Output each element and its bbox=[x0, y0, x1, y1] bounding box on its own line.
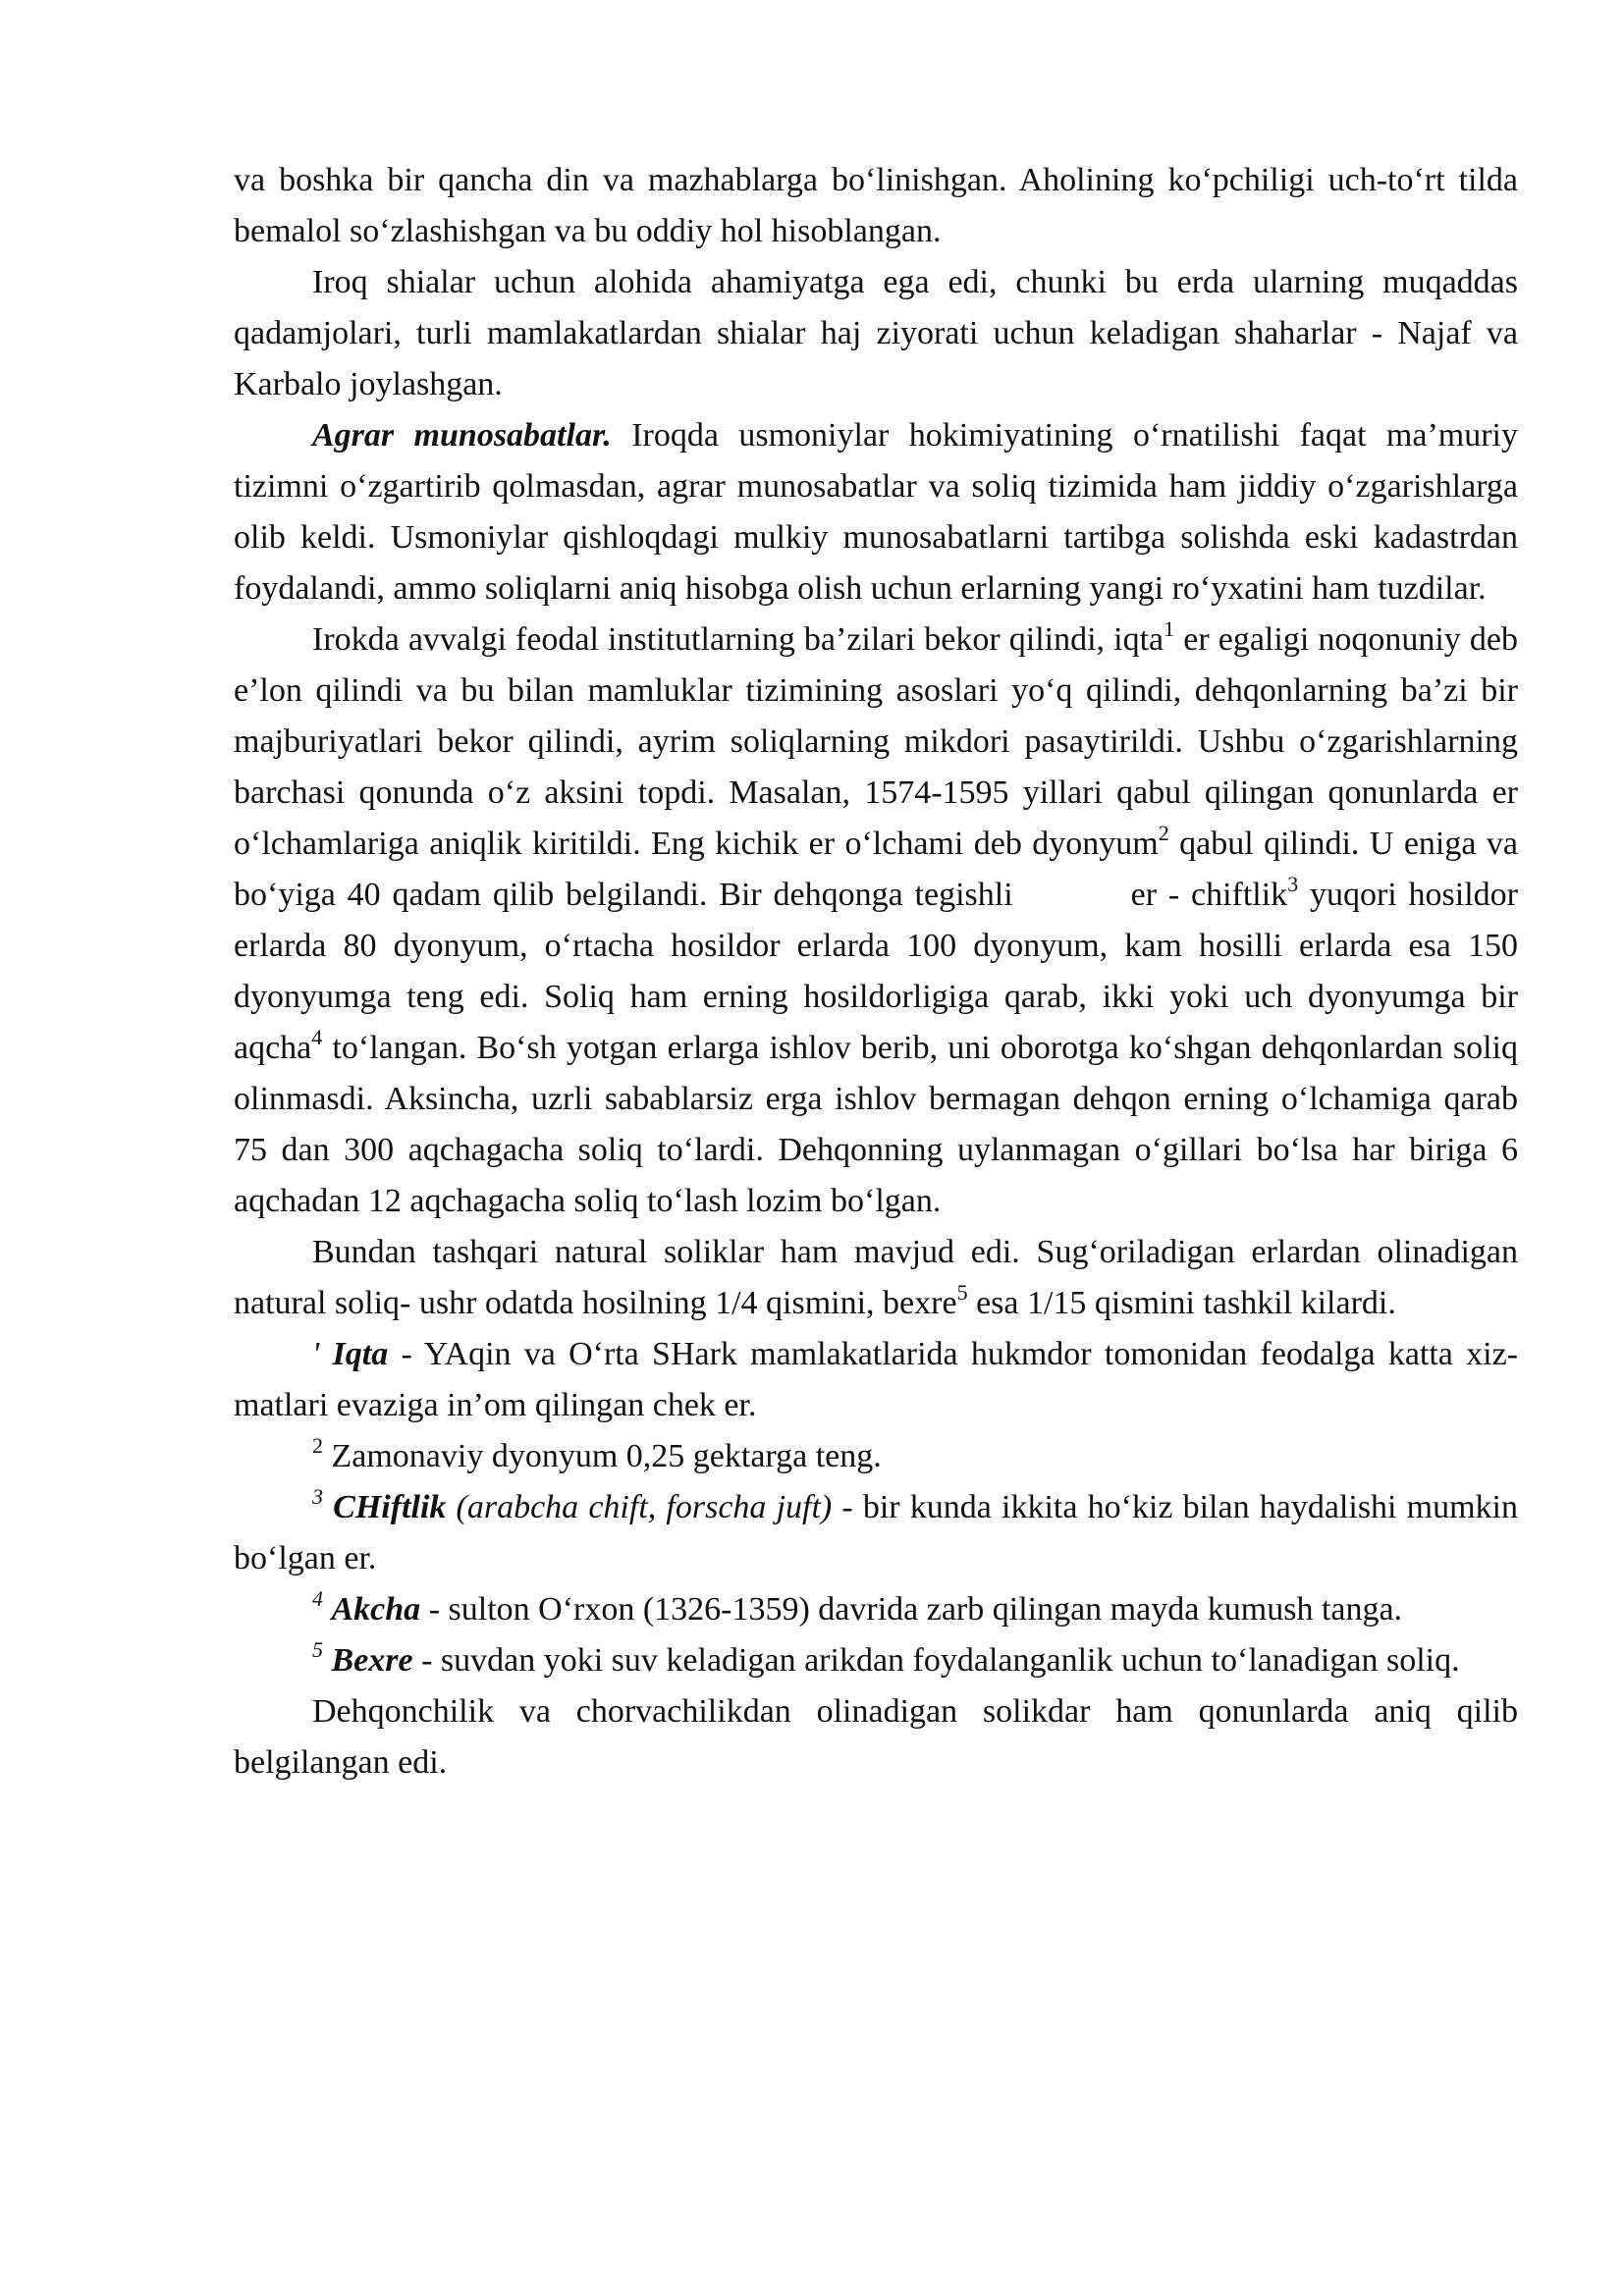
footnote-ref-3: 3 bbox=[1287, 872, 1299, 896]
paragraph-natural-taxes bbox=[234, 1227, 1518, 1329]
paragraph-livestock-taxes: Dehqonchilik va chorvachilikdan olinadigan solikdar ham qonunlarda aniq qilib belgilangan edi. bbox=[234, 1693, 1518, 1781]
paragraph-text: Irokda avvalgi feodal institutlarning ba’zilari bekor qilindi, iqta bbox=[312, 621, 1164, 658]
paragraph-shia-iraq: Iroq shialar uchun alohida ahamiyatga ega edi, chunki bu erda ularning muqaddas qadamjolari, turli mamlakatlardan shialar haj ziyorati uchun keladigan shaharlar - Najaf va Karbalo joylashgan. bbox=[234, 264, 1518, 402]
footnote-text: - sulton O‘rxon (1326-1359) davrida zarb qilingan mayda kumush tanga. bbox=[420, 1591, 1403, 1628]
footnote-5 bbox=[234, 1635, 1518, 1686]
paragraph-text: Bundan tashqari natural soliklar ham mavjud edi. Sug‘oriladigan erlardan olinadigan natural soliq- ushr odatda hosilning 1/4 qismini, bexre bbox=[234, 1234, 1518, 1321]
footnote-ref-2: 2 bbox=[1158, 821, 1169, 845]
paragraph-text: to‘langan. Bo‘sh yotgan erlarga ishlov berib, uni oborotga ko‘shgan dehqonlardan soliq olinmasdi. Aksincha, uzrli sabablarsiz erga ishlov bermagan dehqon erning o‘lchamiga qarab 75 dan 300 aqchagacha soliq to‘lardi. Dehqonning uylanmagan o‘gillari bo‘lsa har biriga 6 aqchadan 12 aqchagacha soliq to‘lash lozim bo‘lgan. bbox=[234, 1030, 1518, 1219]
footnote-ref-4: 4 bbox=[311, 1025, 323, 1049]
footnote-3 bbox=[234, 1482, 1518, 1584]
footnote-text: - YAqin va O‘rta SHark mamlakatlarida hukmdor tomonidan feodalga katta xiz-matlari evaziga in’om qilingan chek er. bbox=[234, 1336, 1518, 1423]
footnote-1 bbox=[234, 1329, 1518, 1431]
footnote-ref-5: 5 bbox=[956, 1280, 968, 1305]
footnote-term: CHiftlik bbox=[333, 1489, 447, 1525]
footnote-mark: ' bbox=[312, 1336, 333, 1372]
footnote-term: Iqta bbox=[332, 1336, 389, 1372]
footnote-text: - suvdan yoki suv keladigan arikdan foydalanganlik uchun to‘lanadigan soliq. bbox=[412, 1642, 1460, 1679]
paragraph-text: esa 1/15 qismini tashkil kilardi. bbox=[967, 1285, 1396, 1321]
footnote-text: Zamonaviy dyonyum 0,25 gektarga teng. bbox=[323, 1438, 882, 1474]
footnote-mark: 2 bbox=[312, 1433, 323, 1458]
footnote-ref-1: 1 bbox=[1164, 616, 1175, 641]
document-page bbox=[234, 155, 1518, 1789]
paragraph-land-reform bbox=[234, 614, 1518, 1227]
paragraph-agrarian-relations bbox=[234, 410, 1518, 614]
paragraph-text: qabul qilindi. U eniga va bo‘yiga 40 qadam qilib belgilandi. Bir dehqonga tegishli bbox=[234, 826, 1518, 913]
footnote-term: Akcha bbox=[331, 1591, 421, 1628]
footnote-4 bbox=[234, 1584, 1518, 1635]
paragraph-text: er - chiftlik bbox=[1130, 877, 1288, 913]
paragraph-text: er egaligi noqonuniy deb e’lon qilindi va bu bilan mamluklar tizimining asoslari yo‘q qilindi, dehqonlarning ba’zi bir majburiyatlari bekor qilindi, ayrim soliqlarning mikdori pasaytirildi. Ushbu o‘zgarishlarning barchasi qonunda o‘z aksini topdi. Masalan, 1574-1595 yillari qabul qilingan qonunlarda er o‘lchamlariga aniqlik kiritildi. Eng kichik er o‘lchami deb dyonyum bbox=[234, 621, 1518, 862]
footnote-2 bbox=[234, 1431, 1518, 1482]
footnote-mark: 4 bbox=[312, 1586, 323, 1611]
section-heading: Agrar munosabatlar. bbox=[312, 417, 612, 454]
paragraph-text: Iroqda usmoniylar hokimiyatining o‘rnatilishi faqat ma’muriy tizimni o‘zgartirib qolmasdan, agrar munosabatlar va soliq tizimida ham jiddiy o‘zgarishlarga olib keldi. Usmoniylar qishloqdagi mulkiy munosabatlarni tartibga solishda eski kadastrdan foydalandi, ammo soliqlarni aniq hisobga olish uchun erlarning yangi ro‘yxatini ham tuzdilar. bbox=[234, 417, 1519, 607]
footnote-mark: 3 bbox=[312, 1484, 323, 1509]
footnote-etymology: (arabcha chift, forscha juft) bbox=[446, 1489, 833, 1525]
paragraph-religions: va boshka bir qancha din va mazhablarga bo‘linishgan. Aholining ko‘pchiligi uch-to‘rt tilda bemalol so‘zlashishgan va bu oddiy hol hisoblangan. bbox=[234, 162, 1518, 249]
footnote-mark: 5 bbox=[312, 1637, 323, 1662]
paragraph-text: yuqori hosildor erlarda 80 dyonyum, o‘rtacha hosildor erlarda 100 dyonyum, kam hosilli erlarda esa 150 dyonyumga teng edi. Soliq ham erning hosildorligiga qarab, ikki yoki uch dyonyumga bir aqcha bbox=[234, 877, 1519, 1066]
footnote-term: Bexre bbox=[331, 1642, 413, 1679]
footnote-text: - bir kunda ikkita ho‘kiz bilan haydalishi mumkin bo‘lgan er. bbox=[234, 1489, 1518, 1576]
